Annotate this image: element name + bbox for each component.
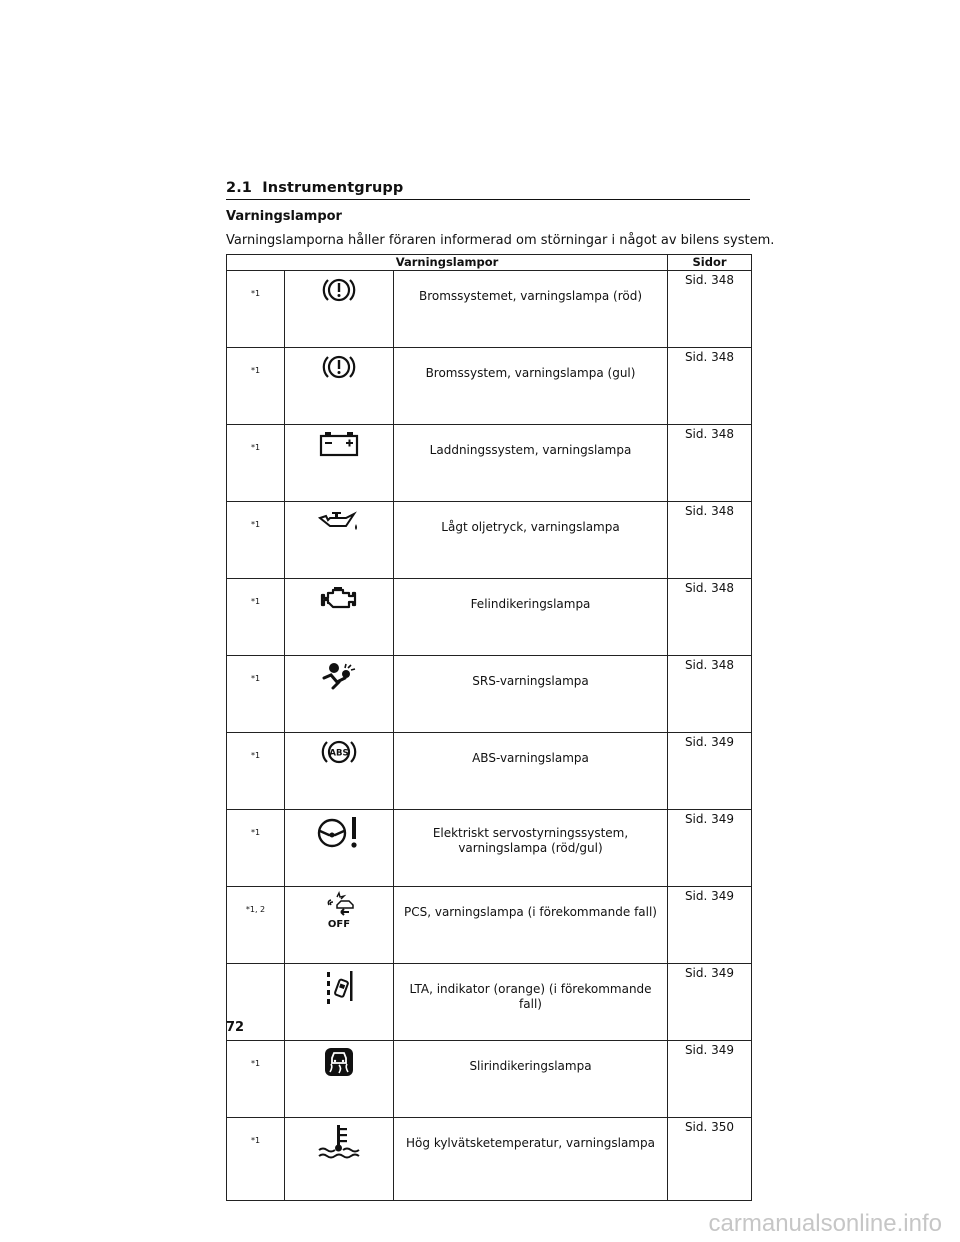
engine-icon: [319, 583, 359, 613]
abs-icon: [320, 737, 358, 767]
intro-text: Varningslamporna håller föraren informerad om störningar i något av bilens system.: [226, 233, 775, 248]
lamp-description: Laddningssystem, varningslampa: [394, 425, 668, 502]
watermark: carmanualsonline.info: [708, 1210, 942, 1237]
lamp-description: Elektriskt servostyrningssystem, varningslampa (röd/gul): [394, 810, 668, 887]
brake-warning-icon: [321, 275, 357, 305]
lane-trace-icon: [321, 968, 357, 1006]
coolant-temperature-icon: [315, 1122, 363, 1160]
table-header-row: [227, 255, 752, 271]
page-reference: Sid. 349: [668, 964, 752, 1041]
header-lamps: Varningslampor: [227, 255, 668, 271]
footnote-ref: *1: [227, 579, 285, 656]
page-reference: Sid. 349: [668, 810, 752, 887]
header-pages: Sidor: [668, 255, 752, 271]
page-reference: Sid. 350: [668, 1118, 752, 1201]
section-title: Instrumentgrupp: [262, 180, 404, 196]
steering-wheel-warning-icon: [314, 814, 364, 850]
table-row: [227, 810, 752, 887]
lamp-description: Bromssystemet, varningslampa (röd): [394, 271, 668, 348]
lamp-description: ABS-varningslampa: [394, 733, 668, 810]
footnote-ref: *1: [227, 810, 285, 887]
footnote-ref: *1: [227, 1118, 285, 1201]
page-reference: Sid. 349: [668, 887, 752, 964]
page-reference: Sid. 349: [668, 733, 752, 810]
lamp-description: PCS, varningslampa (i förekommande fall): [394, 887, 668, 964]
lamp-description: Hög kylvätsketemperatur, varningslampa: [394, 1118, 668, 1201]
warning-lamps-table: [226, 254, 752, 1201]
footnote-ref: *1: [227, 656, 285, 733]
table-row: [227, 425, 752, 502]
footnote-ref: *1: [227, 1041, 285, 1118]
lamp-description: SRS-varningslampa: [394, 656, 668, 733]
lamp-description: Lågt oljetryck, varningslampa: [394, 502, 668, 579]
page-reference: Sid. 348: [668, 502, 752, 579]
table-row: [227, 656, 752, 733]
footnote-ref: *1: [227, 271, 285, 348]
footnote-ref: *1: [227, 348, 285, 425]
battery-icon: [317, 429, 361, 459]
airbag-icon: [319, 660, 359, 692]
page-reference: Sid. 348: [668, 656, 752, 733]
lamp-description: Felindikeringslampa: [394, 579, 668, 656]
lamp-description: LTA, indikator (orange) (i förekommande fall): [394, 964, 668, 1041]
brake-warning-icon: [321, 352, 357, 382]
pcs-off-text: OFF: [327, 919, 351, 930]
table-row: [227, 579, 752, 656]
table-row: [227, 887, 752, 964]
slip-indicator-icon: [321, 1045, 357, 1079]
table-row: [227, 502, 752, 579]
page-reference: Sid. 348: [668, 425, 752, 502]
footnote-ref: *1: [227, 425, 285, 502]
sub-heading: Varningslampor: [226, 209, 342, 224]
table-row: [227, 271, 752, 348]
footnote-ref: *1: [227, 733, 285, 810]
section-heading: [226, 180, 750, 200]
table-row: [227, 733, 752, 810]
pcs-off-icon: [319, 891, 359, 931]
table-row: [227, 1041, 752, 1118]
footnote-ref: *1: [227, 502, 285, 579]
table-row: [227, 1118, 752, 1201]
lamp-description: Slirindikeringslampa: [394, 1041, 668, 1118]
table-row: [227, 348, 752, 425]
section-number: 2.1: [226, 180, 252, 196]
oil-can-icon: [316, 506, 362, 536]
page-reference: Sid. 349: [668, 1041, 752, 1118]
page-reference: Sid. 348: [668, 579, 752, 656]
abs-icon-text: ABS: [329, 748, 349, 759]
page-number: 72: [226, 1020, 245, 1035]
table-row: [227, 964, 752, 1041]
page-reference: Sid. 348: [668, 348, 752, 425]
lamp-description: Bromssystem, varningslampa (gul): [394, 348, 668, 425]
page-reference: Sid. 348: [668, 271, 752, 348]
footnote-ref: *1, 2: [227, 887, 285, 964]
